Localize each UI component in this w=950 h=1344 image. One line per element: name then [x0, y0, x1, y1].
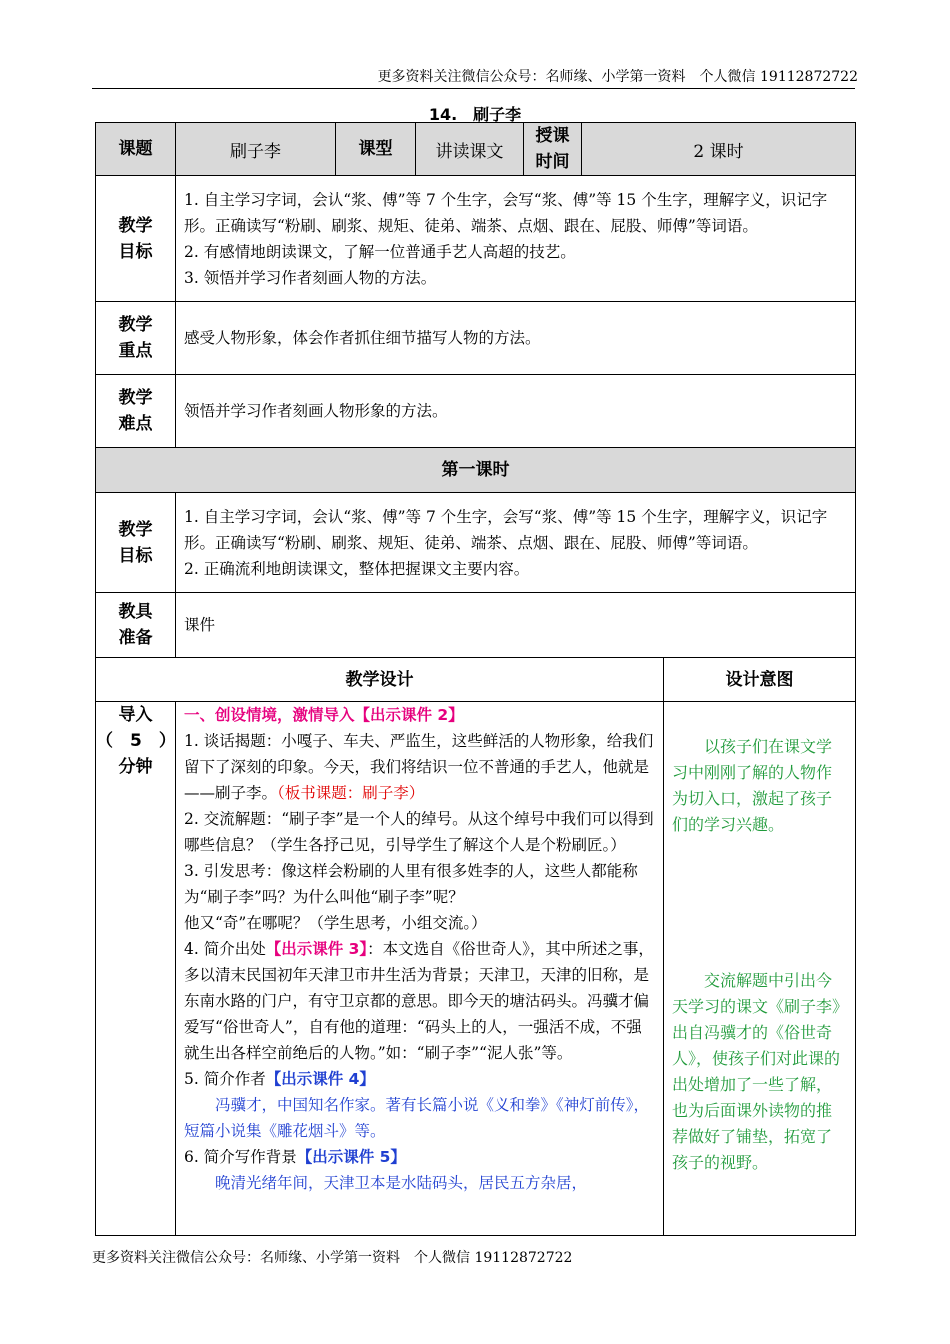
key-label-line-1: 教学 [118, 315, 153, 335]
intro-paragraph-3b: 他又“奇”在哪呢？（学生思考，小组交流。） [184, 914, 487, 932]
key-row [96, 302, 856, 375]
tools-label [96, 593, 176, 658]
time-label-line-2: 时间 [535, 152, 570, 172]
document-title: 14. 刷子李 [428, 105, 522, 124]
goals-label-line-1: 教学 [118, 215, 153, 236]
page-footer: 更多资料关注微信公众号：名师缘、小学第一资料 个人微信 19112872722 [92, 1250, 573, 1266]
key-label-line-2: 重点 [118, 341, 153, 361]
intro-content [176, 702, 664, 1236]
topic-label: 课题 [96, 123, 176, 176]
intro-paragraph-4-text: ：本文选自《俗世奇人》，其中所述之事，多以清末民国初年天津卫市井生活为背景；天津卫，天津的旧称，是东南水路的门户，有守卫京都的意思。即今天的塘沽码头。冯骥才偏爱写“俗世奇人”，自有他的道理：“码头上的人，一强活不成，不强就生出各样空前绝后的人物。”如：“刷子李”“泥人张”等。 [184, 940, 654, 1062]
lesson1-title-row [96, 448, 856, 493]
design-header-row [96, 658, 856, 702]
intro-label [96, 702, 176, 1236]
goals-label [96, 176, 176, 302]
difficulty-content: 领悟并学习作者刻画人物形象的方法。 [176, 375, 856, 448]
goals-content [176, 176, 856, 302]
type-value: 讲读课文 [416, 123, 524, 176]
intro-label-line-2: （ 5 ） [96, 731, 176, 751]
intro-label-line-3: 分钟 [118, 757, 153, 777]
design-intent [664, 702, 856, 1236]
time-label-line-1: 授课 [535, 126, 570, 146]
difficulty-label-line-1: 教学 [118, 388, 153, 408]
intro-paragraph-6-lead: 6. 简介写作背景 [184, 1148, 297, 1166]
lesson1-goals-label [96, 493, 176, 593]
intro-paragraph-4 [184, 936, 655, 1066]
lesson-plan-table [95, 122, 856, 1236]
goal-item: 3. 领悟并学习作者刻画人物的方法。 [184, 268, 437, 287]
intro-paragraph-6 [184, 1144, 655, 1170]
intent-note-1: 以孩子们在课文学习中刚刚了解的人物作为切入口，激起了孩子们的学习兴趣。 [672, 737, 833, 834]
lesson1-goals-label-line-2: 目标 [118, 545, 153, 566]
intro-paragraph-3: 3. 引发思考：像这样会粉刷的人里有很多姓李的人，这些人都能称为“刷子李”吗？为什么叫他“刷子李”呢？ [184, 862, 638, 906]
header-divider [92, 88, 855, 89]
background-intro: 晚清光绪年间，天津卫本是水陆码头，居民五方杂居， [215, 1174, 588, 1192]
lesson1-goals-label-line-1: 教学 [118, 519, 153, 540]
intro-row [96, 702, 856, 1236]
difficulty-label-line-2: 难点 [118, 414, 153, 434]
intro-heading: 一、创设情境，激情导入【出示课件 2】 [184, 706, 464, 724]
topic-value: 刷子李 [176, 123, 336, 176]
courseware-tag: 【出示课件 3】 [265, 940, 368, 958]
courseware-tag: 【出示课件 4】 [265, 1070, 375, 1088]
intro-paragraph-5 [184, 1066, 655, 1092]
time-value: 2 课时 [582, 123, 856, 176]
intro-label-line-1: 导入 [118, 705, 153, 725]
time-label [524, 123, 582, 176]
intro-paragraph-2: 2. 交流解题：“刷子李”是一个人的绰号。从这个绰号中我们可以得到哪些信息？（学生各抒己见，引导学生了解这个人是个粉刷匠。） [184, 810, 654, 854]
lesson1-goals-content [176, 493, 856, 593]
intro-paragraph-4-lead: 4. 简介出处 [184, 940, 266, 958]
type-label: 课型 [336, 123, 416, 176]
design-header: 教学设计 [96, 658, 664, 702]
key-label [96, 302, 176, 375]
lesson1-goal-item: 1. 自主学习字词，会认“浆、傅”等 7 个生字，会写“浆、傅”等 15 个生字，理解字义，识记字形。正确读写“粉刷、刷浆、规矩、徒弟、端茶、点烟、跟在、屁股、师傅”等词语。 [184, 507, 828, 552]
goal-item: 2. 有感情地朗读课文，了解一位普通手艺人高超的技艺。 [184, 242, 576, 261]
info-row [96, 123, 856, 176]
tools-label-line-2: 准备 [118, 628, 153, 648]
lesson1-goals-row [96, 493, 856, 593]
intent-header: 设计意图 [664, 658, 856, 702]
difficulty-label [96, 375, 176, 448]
intro-paragraph-1 [184, 728, 655, 806]
author-intro: 冯骥才，中国知名作家。著有长篇小说《义和拳》《神灯前传》，短篇小说集《雕花烟斗》等。 [184, 1096, 650, 1140]
tools-content: 课件 [176, 593, 856, 658]
tools-label-line-1: 教具 [118, 602, 153, 622]
courseware-tag: 【出示课件 5】 [296, 1148, 406, 1166]
difficulty-row [96, 375, 856, 448]
key-content: 感受人物形象，体会作者抓住细节描写人物的方法。 [176, 302, 856, 375]
tools-row [96, 593, 856, 658]
board-note: （板书课题：刷子李） [277, 784, 425, 802]
intro-paragraph-1-text: 1. 谈话揭题：小嘎子、车夫、严监生，这些鲜活的人物形象，给我们留下了深刻的印象。今天，我们将结识一位不普通的手艺人，他就是——刷子李。 [184, 732, 654, 802]
goals-label-line-2: 目标 [118, 241, 153, 262]
page-header: 更多资料关注微信公众号：名师缘、小学第一资料 个人微信 19112872722 [377, 69, 858, 85]
lesson1-title: 第一课时 [96, 448, 856, 493]
goal-item: 1. 自主学习字词，会认“浆、傅”等 7 个生字，会写“浆、傅”等 15 个生字，理解字义，识记字形。正确读写“粉刷、刷浆、规矩、徒弟、端茶、点烟、跟在、屁股、师傅”等词语。 [184, 190, 828, 235]
intro-paragraph-5-lead: 5. 简介作者 [184, 1070, 266, 1088]
lesson1-goal-item: 2. 正确流利地朗读课文，整体把握课文主要内容。 [184, 559, 530, 578]
goals-row [96, 176, 856, 302]
intent-note-2: 交流解题中引出今天学习的课文《刷子李》出自冯骥才的《俗世奇人》，使孩子们对此课的出处增加了一些了解，也为后面课外读物的推荐做好了铺垫，拓宽了孩子的视野。 [672, 971, 841, 1172]
